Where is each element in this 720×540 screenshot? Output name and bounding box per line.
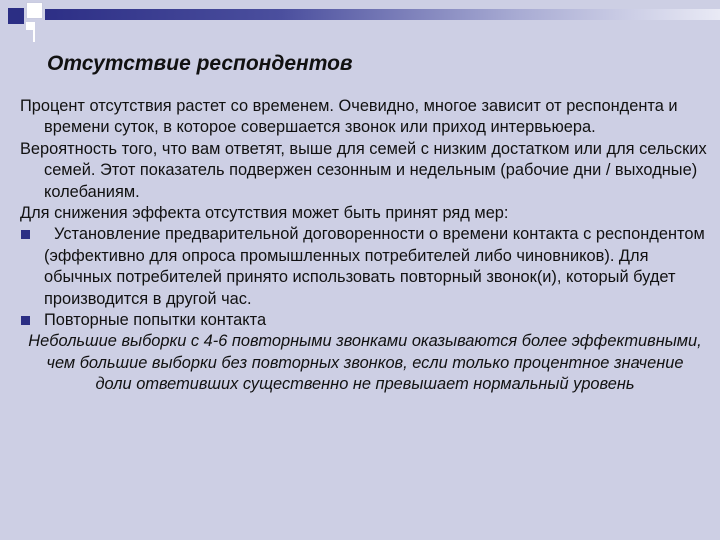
- decor-square-white: [26, 2, 43, 19]
- decor-square-dark: [8, 8, 24, 24]
- bullet-text: Установление предварительной договоренности о времени контакта с респондентом (эффективно для опроса промышленных потребителей либо чиновников). Для обычных потребителей принято использовать повторный звонок(и), который будет производится в другой час.: [44, 225, 705, 308]
- slide-body: [20, 96, 710, 396]
- header-gradient-bar: [45, 9, 720, 20]
- italic-note: Небольшие выборки с 4-6 повторными звонками оказываются более эффективными, чем большие выборки без повторных звонков, если только процентное значение доли ответивших существенно не превышает нормальный уровень: [28, 332, 702, 394]
- bullet-item-appointment: [20, 224, 710, 310]
- paragraph-measures: Для снижения эффекта отсутствия может быть принят ряд мер:: [20, 204, 509, 223]
- square-bullet-icon: [21, 230, 30, 239]
- decor-vertical-line: [33, 22, 35, 42]
- slide-title: Отсутствие респондентов: [47, 52, 353, 75]
- bullet-text: Повторные попытки контакта: [44, 311, 267, 330]
- paragraph-absence-rate: Процент отсутствия растет со временем. Очевидно, многое зависит от респондента и времени суток, в которое совершается звонок или приход интервьюера.: [20, 97, 678, 137]
- square-bullet-icon: [21, 316, 30, 325]
- bullet-item-repeat: [20, 310, 710, 331]
- paragraph-probability: Вероятность того, что вам ответят, выше для семей с низким достатком или для сельских семей. Этот показатель подвержен сезонным и недельным (рабочие дни / выходные) колебаниям.: [20, 139, 707, 201]
